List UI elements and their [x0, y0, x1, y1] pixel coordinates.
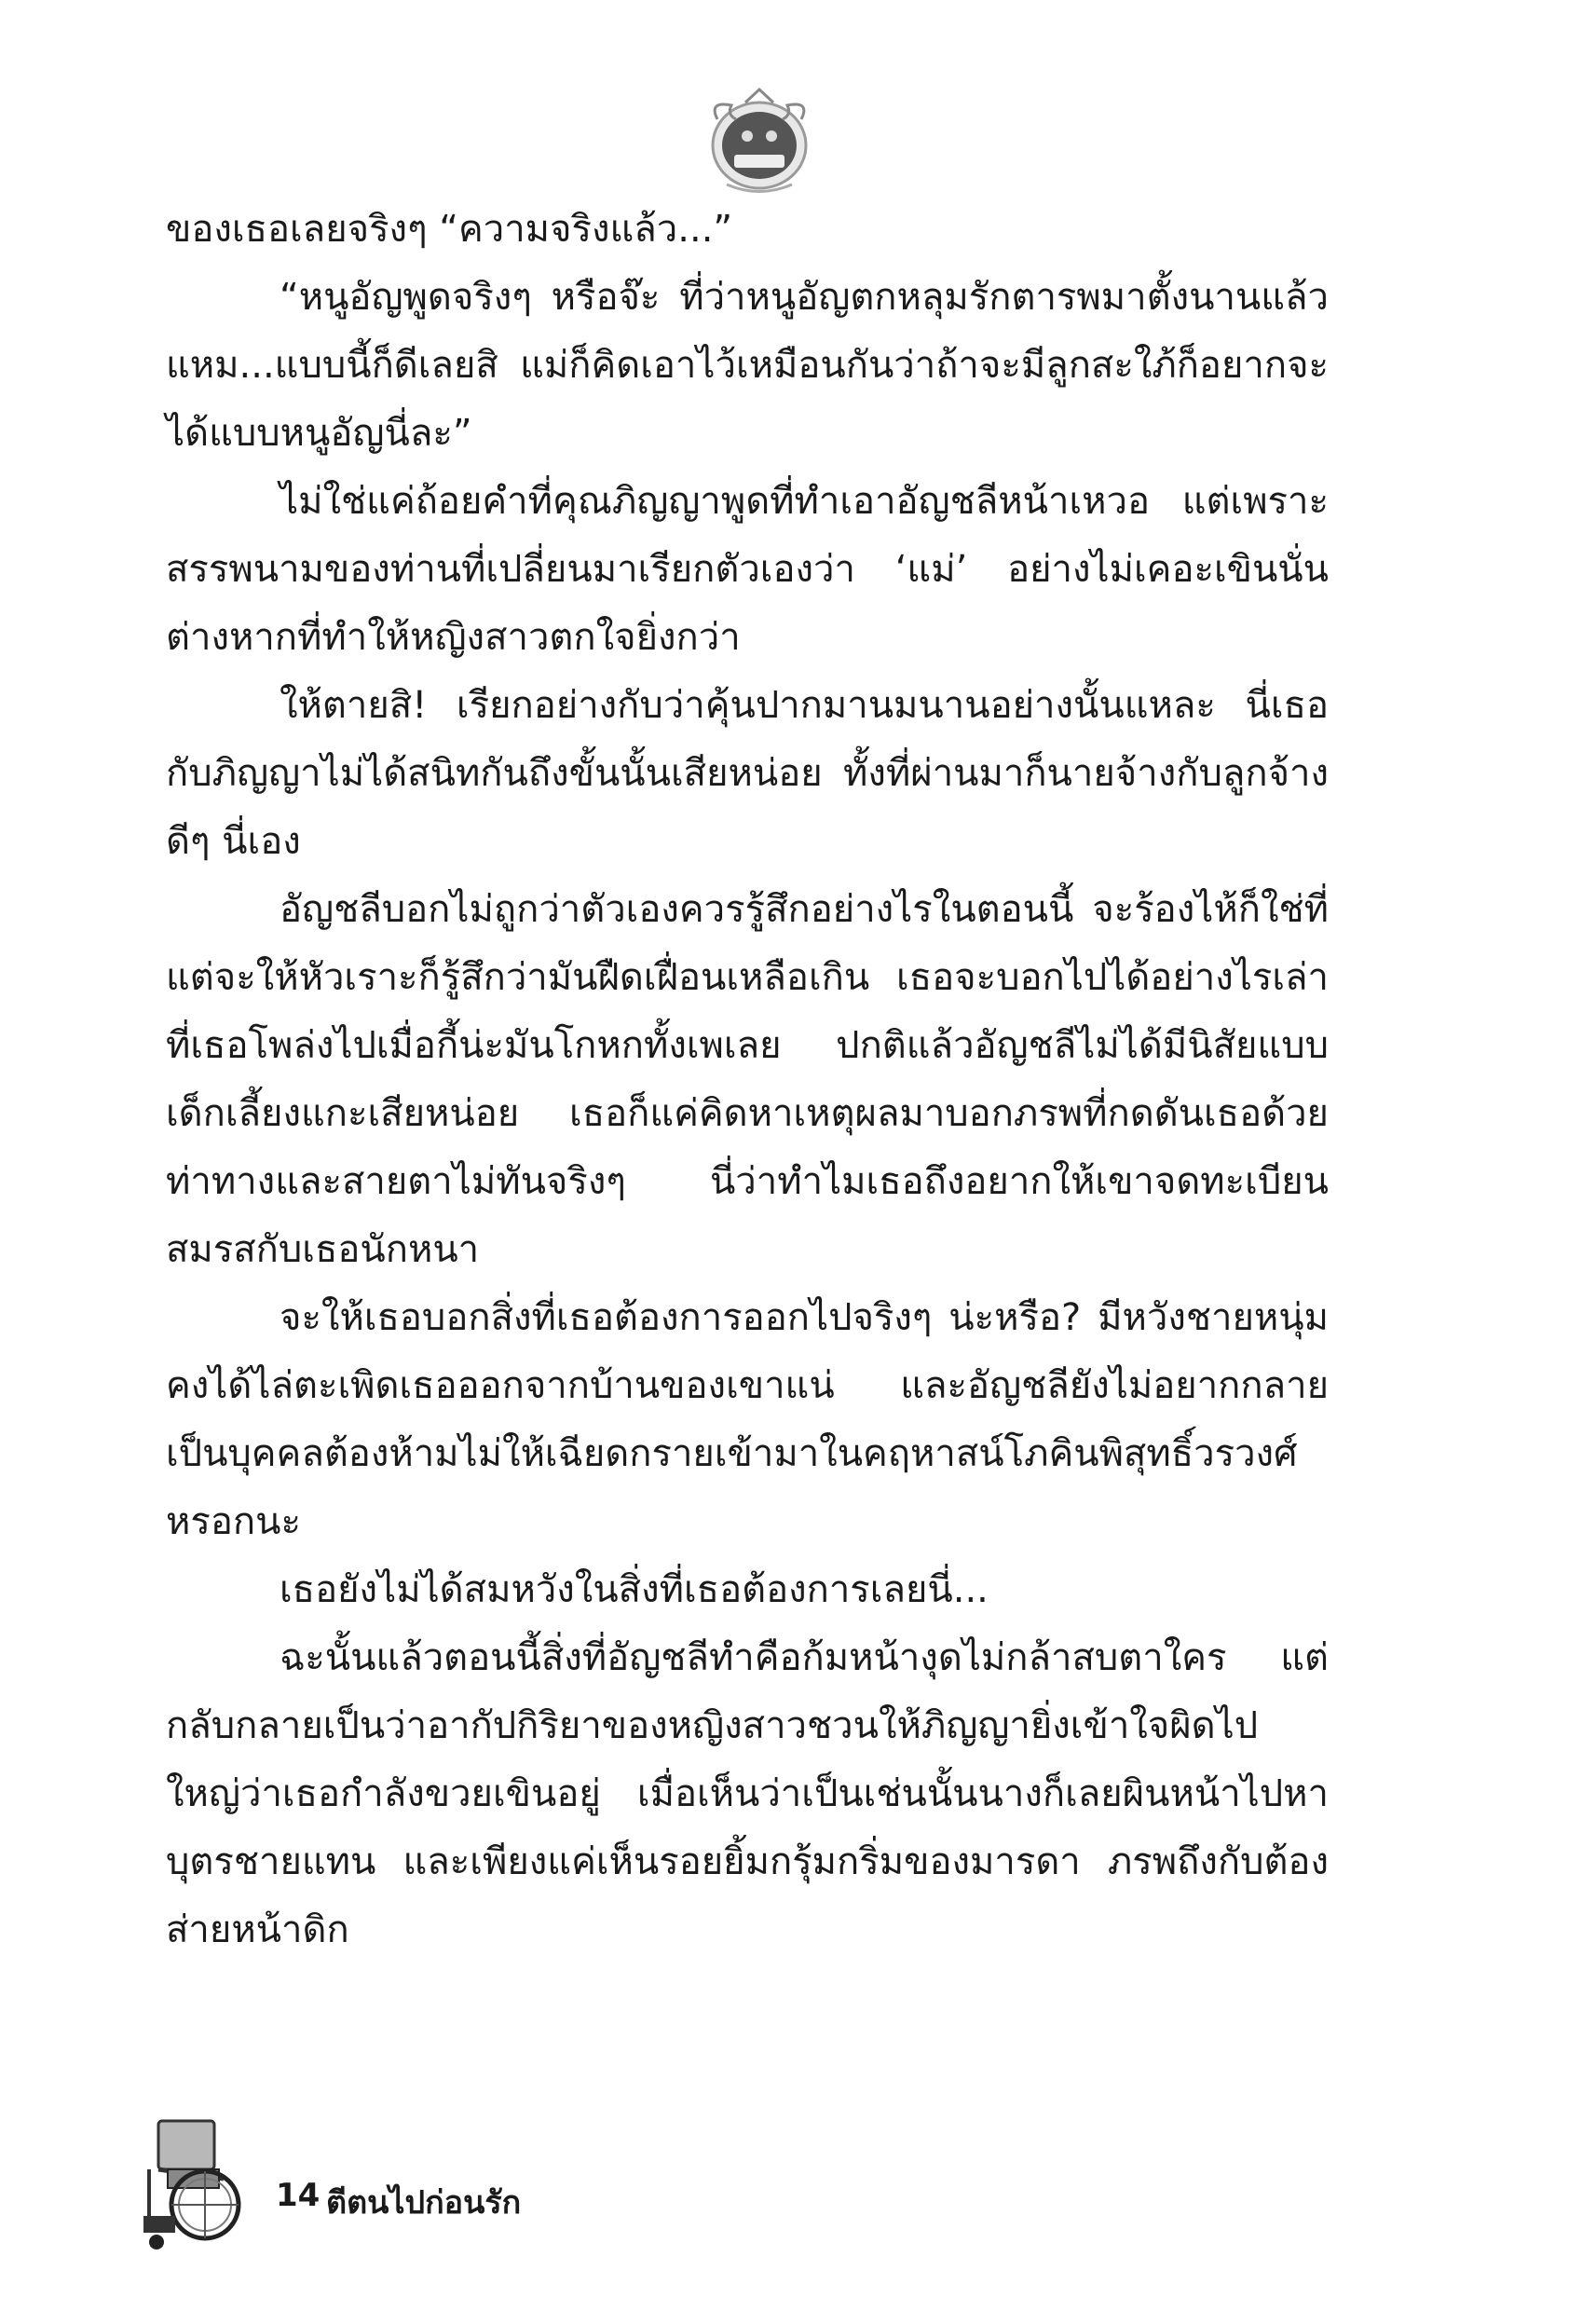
paragraph: ฉะนั้นแล้วตอนนี้สิ่งที่อัญชลีทำคือก้มหน้างุดไม่กล้าสบตาใคร แต่กลับกลายเป็นว่าอากัปกิริยาของหญิงสาวชวนให้ภิญญายิ่งเข้าใจผิดไปใหญ่ว่าเธอกำลังขวยเขินอยู่ เมื่อเห็นว่าเป็นเช่นนั้นนางก็เลยผินหน้าไปหาบุตรชายแทน และเพียงแค่เห็นรอยยิ้มกรุ้มกริ่มของมารดา ภรพถึงกับต้องส่ายหน้าดิก	[166, 1636, 1329, 1951]
paragraph: “หนูอัญพูดจริงๆ หรือจ๊ะ ที่ว่าหนูอัญตกหลุมรักตารพมาตั้งนานแล้ว แหม...แบบนี้ก็ดีเลยสิ แม่ก็คิดเอาไว้เหมือนกันว่าถ้าจะมีลูกสะใภ้ก็อยากจะได้แบบหนูอัญนี่ละ”	[166, 276, 1329, 455]
page-footer	[140, 2113, 699, 2253]
book-title: ตีตนไปก่อนรัก	[326, 2184, 522, 2222]
page-number: 14	[276, 2177, 321, 2214]
paragraph: อัญชลีบอกไม่ถูกว่าตัวเองควรรู้สึกอย่างไรในตอนนี้ จะร้องไห้ก็ใช่ที่ แต่จะให้หัวเราะก็รู้สึกว่ามันฝืดเฝื่อนเหลือเกิน เธอจะบอกไปได้อย่างไรเล่าที่เธอโพล่งไปเมื่อกี้น่ะมันโกหกทั้งเพเลย ปกติแล้วอัญชลีไม่ได้มีนิสัยแบบเด็กเลี้ยงแกะเสียหน่อย เธอก็แค่คิดหาเหตุผลมาบอกภรพที่กดดันเธอด้วยท่าทางและสายตาไม่ทันจริงๆ นี่ว่าทำไมเธอถึงอยากให้เขาจดทะเบียนสมรสกับเธอนักหนา	[166, 888, 1329, 1271]
paragraph: ของเธอเลยจริงๆ “ความจริงแล้ว...”	[166, 208, 733, 251]
paragraph: ให้ตายสิ! เรียกอย่างกับว่าคุ้นปากมานมนานอย่างนั้นแหละ นี่เธอกับภิญญาไม่ได้สนิทกันถึงขั้นนั้นเสียหน่อย ทั้งที่ผ่านมาก็นายจ้างกับลูกจ้างดีๆ นี่เอง	[166, 684, 1329, 863]
body-text	[166, 196, 1329, 1964]
publisher-logo-icon	[689, 82, 829, 203]
paragraph: จะให้เธอบอกสิ่งที่เธอต้องการออกไปจริงๆ น่ะหรือ? มีหวังชายหนุ่มคงได้ไล่ตะเพิดเธอออกจากบ้านของเขาแน่ และอัญชลียังไม่อยากกลายเป็นบุคคลต้องห้ามไม่ให้เฉียดกรายเข้ามาในคฤหาสน์โภคินพิสุทธิ์วรวงศ์หรอกนะ	[166, 1296, 1329, 1543]
wheelchair-icon	[140, 2113, 242, 2253]
paragraph: เธอยังไม่ได้สมหวังในสิ่งที่เธอต้องการเลยนี่...	[280, 1568, 989, 1611]
paragraph: ไม่ใช่แค่ถ้อยคำที่คุณภิญญาพูดที่ทำเอาอัญชลีหน้าเหวอ แต่เพราะสรรพนามของท่านที่เปลี่ยนมาเรียกตัวเองว่า ‘แม่’ อย่างไม่เคอะเขินนั่นต่างหากที่ทำให้หญิงสาวตกใจยิ่งกว่า	[166, 480, 1329, 659]
